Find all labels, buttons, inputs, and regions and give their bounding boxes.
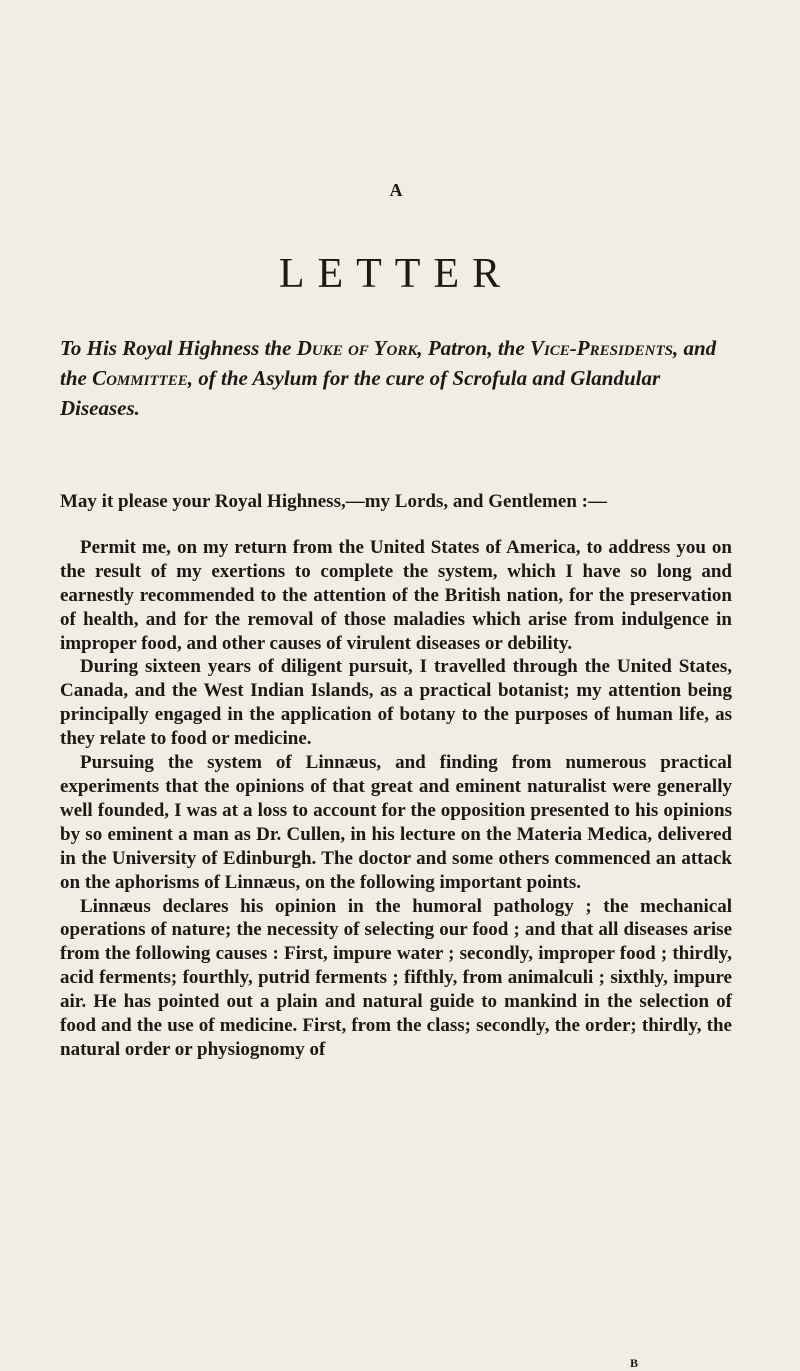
address-block — [60, 333, 732, 423]
address-vice-presidents: Vice-Presidents — [529, 336, 673, 360]
paragraph-4: Linnæus declares his opinion in the humoral pathology ; the mechanical operations of nature; the necessity of selecting our food ; and that all diseases arise from the following causes : First, impure water ; secondly, improper food ; thirdly, acid ferments; fourthly, putrid ferments ; fifthly, from animalculi ; sixthly, impure air. He has pointed out a plain and natural guide to mankind in the selection of food and the use of medicine. First, from the class; secondly, the order; thirdly, the natural order or physiognomy of — [60, 895, 732, 1060]
address-and: , and the — [60, 336, 717, 390]
signature-mark: B — [630, 1356, 639, 1370]
salutation: May it please your Royal Highness,—my Lords, and Gentlemen :— — [60, 491, 607, 512]
address-committee: Committee — [92, 366, 188, 390]
address-duke: Duke of York — [296, 336, 418, 360]
address-patron: , Patron, the — [417, 336, 530, 360]
paragraph-1: Permit me, on my return from the United States of America, to address you on the result of my exertions to complete the system, which I have so long and earnestly recommended to the attention of the British nation, for the preservation of health, and for the removal of those maladies which arise from indulgence in improper food, and other causes of virulent diseases or debility. — [60, 536, 732, 654]
address-rest: , of the Asylum for the cure of Scrofula and Glandular Diseases. — [60, 366, 661, 420]
paragraph-2: During sixteen years of diligent pursuit, I travelled through the United States, Canada, and the West Indian Islands, as a practical botanist; my attention being principally engaged in the application of botany to the purposes of human life, as they relate to food or medicine. — [60, 656, 732, 750]
paragraph-3: Pursuing the system of Linnæus, and finding from numerous practical experiments that the opinions of that great and eminent naturalist were generally well founded, I was at a loss to account for the opposition presented to his opinions by so eminent a man as Dr. Cullen, in his lecture on the Materia Medica, delivered in the University of Edinburgh. The doctor and some others commenced an attack on the aphorisms of Linnæus, on the following important points. — [60, 752, 732, 893]
page-title: LETTER — [278, 251, 514, 297]
document-page — [60, 0, 732, 1369]
heading-article: A — [389, 180, 403, 200]
address-to: To His Royal Highness the — [60, 336, 297, 360]
letter-body — [60, 490, 732, 1062]
